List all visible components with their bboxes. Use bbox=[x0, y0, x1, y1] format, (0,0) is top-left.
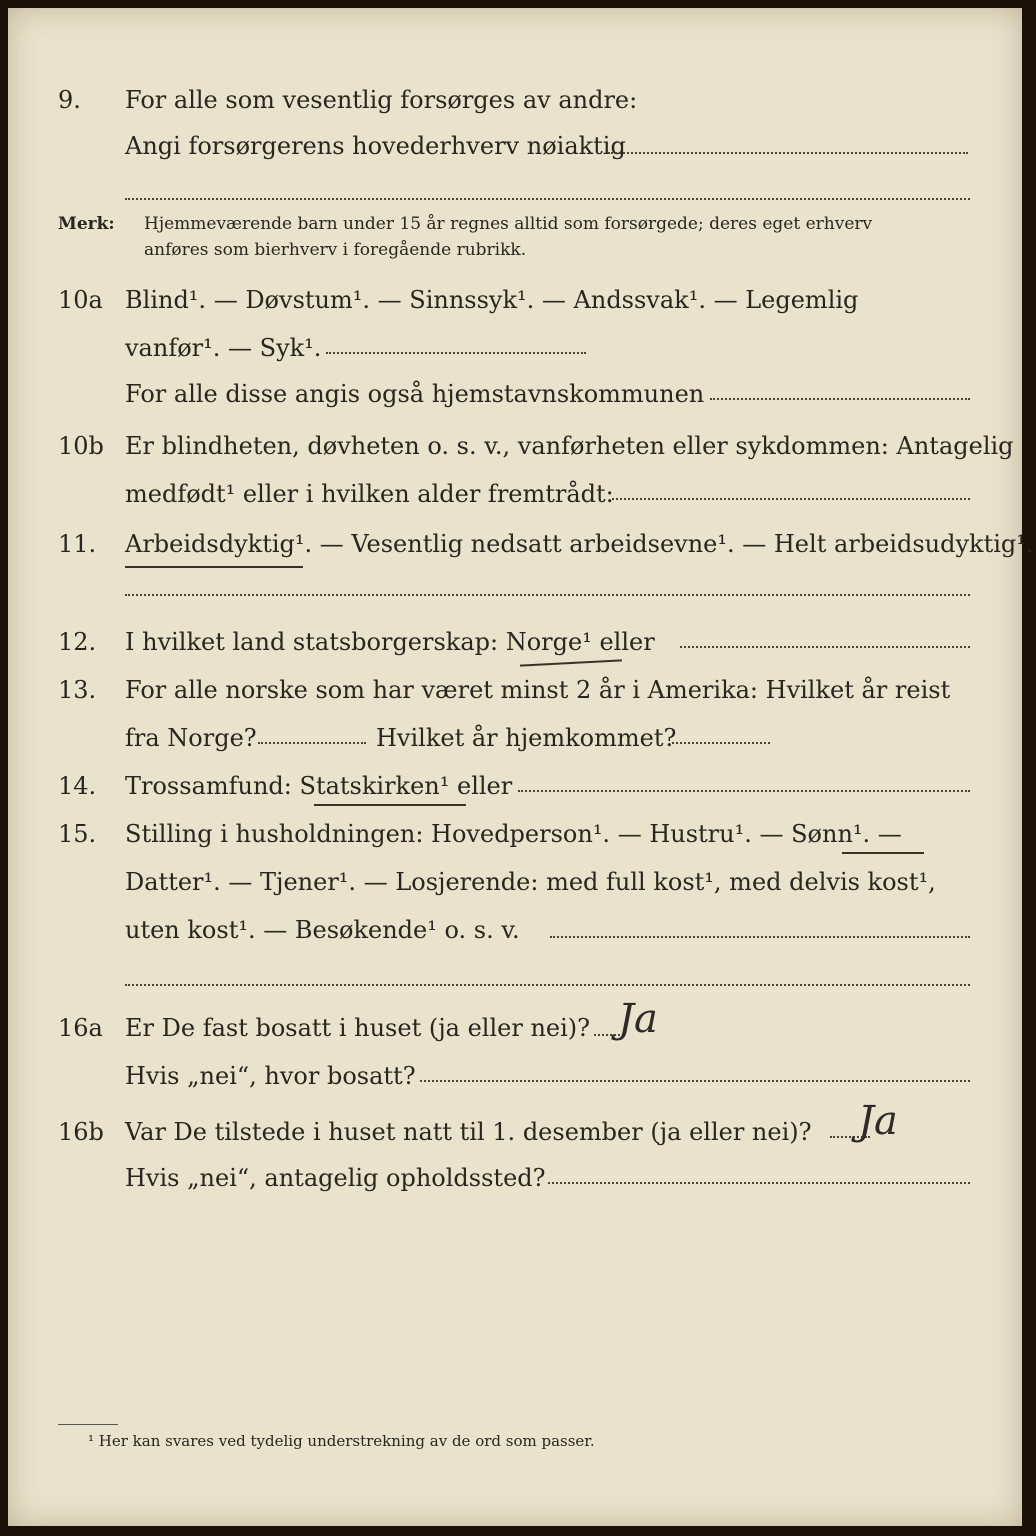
q13-line2a: fra Norge? bbox=[125, 724, 257, 752]
q16b-line1: Var De tilstede i huset natt til 1. desember (ja eller nei)? bbox=[125, 1118, 812, 1146]
q11-answer-line bbox=[125, 594, 970, 596]
q10a-answer-line bbox=[326, 352, 586, 354]
q15-number: 15. bbox=[58, 820, 97, 848]
q15-answer-line bbox=[550, 936, 970, 938]
q10b-number: 10b bbox=[58, 432, 104, 460]
q14-answer-line bbox=[518, 790, 970, 792]
q14-number: 14. bbox=[58, 772, 97, 800]
q9-answer-line bbox=[608, 152, 968, 154]
q14-underline-mark bbox=[314, 804, 466, 806]
q13-year-left-line bbox=[258, 742, 366, 744]
q10a-line3: For alle disse angis også hjemstavnskommunen bbox=[125, 380, 705, 408]
q9-answer-line-2 bbox=[125, 198, 970, 200]
q9-line1: For alle som vesentlig forsørges av andre: bbox=[125, 86, 638, 114]
q13-line1: For alle norske som har været minst 2 år i Amerika: Hvilket år reist bbox=[125, 676, 951, 704]
q16a-residence-line bbox=[420, 1080, 970, 1082]
q16b-line2: Hvis „nei“, antagelig opholdssted? bbox=[125, 1164, 546, 1192]
q15-line1: Stilling i husholdningen: Hovedperson¹. — Hustru¹. — Sønn¹. — bbox=[125, 820, 902, 848]
q15-line3: uten kost¹. — Besøkende¹ o. s. v. bbox=[125, 916, 520, 944]
q16b-handwritten-answer: Ja bbox=[858, 1098, 898, 1144]
footnote: ¹ Her kan svares ved tydelig understrekning av de ord som passer. bbox=[88, 1432, 595, 1450]
q10a-number: 10a bbox=[58, 286, 103, 314]
q10a-line2: vanfør¹. — Syk¹. bbox=[125, 334, 322, 362]
merk-line2: anføres som bierhverv i foregående rubrikk. bbox=[144, 240, 527, 260]
q13-year-return-line bbox=[672, 742, 770, 744]
q16b-location-line bbox=[548, 1182, 970, 1184]
q12-line1: I hvilket land statsborgerskap: Norge¹ eller bbox=[125, 628, 655, 656]
q10b-line1: Er blindheten, døvheten o. s. v., vanførheten eller sykdommen: Antagelig bbox=[125, 432, 1014, 460]
q12-answer-line bbox=[680, 646, 970, 648]
q14-line1: Trossamfund: Statskirken¹ eller bbox=[125, 772, 513, 800]
q12-number: 12. bbox=[58, 628, 97, 656]
q10b-answer-line bbox=[612, 498, 970, 500]
q9-number: 9. bbox=[58, 86, 81, 114]
q16b-number: 16b bbox=[58, 1118, 104, 1146]
q15-answer-line-2 bbox=[125, 984, 970, 986]
footnote-divider bbox=[58, 1424, 118, 1425]
q10b-line2: medfødt¹ eller i hvilken alder fremtrådt: bbox=[125, 480, 614, 508]
q16a-handwritten-answer: Ja bbox=[618, 996, 658, 1042]
merk-label: Merk: bbox=[58, 214, 115, 234]
q15-underline-mark bbox=[842, 852, 924, 854]
q13-number: 13. bbox=[58, 676, 97, 704]
q10a-line1: Blind¹. — Døvstum¹. — Sinnssyk¹. — Andssvak¹. — Legemlig bbox=[125, 286, 859, 314]
q9-line2: Angi forsørgerens hovederhverv nøiaktig bbox=[125, 132, 626, 160]
q11-number: 11. bbox=[58, 530, 97, 558]
q15-line2: Datter¹. — Tjener¹. — Losjerende: med full kost¹, med delvis kost¹, bbox=[125, 868, 936, 896]
q11-underline-mark bbox=[125, 566, 303, 568]
census-form-page bbox=[8, 8, 1034, 1526]
q11-line1: Arbeidsdyktig¹. — Vesentlig nedsatt arbeidsevne¹. — Helt arbeidsudyktig¹. bbox=[125, 530, 1034, 558]
merk-line1: Hjemmeværende barn under 15 år regnes alltid som forsørgede; deres eget erhverv bbox=[144, 214, 873, 234]
q16a-number: 16a bbox=[58, 1014, 103, 1042]
q10a-home-line bbox=[710, 398, 970, 400]
q12-underline-mark bbox=[520, 659, 622, 666]
q16a-line2: Hvis „nei“, hvor bosatt? bbox=[125, 1062, 416, 1090]
q13-line2b: Hvilket år hjemkommet? bbox=[376, 724, 677, 752]
q16a-line1: Er De fast bosatt i huset (ja eller nei)? bbox=[125, 1014, 591, 1042]
